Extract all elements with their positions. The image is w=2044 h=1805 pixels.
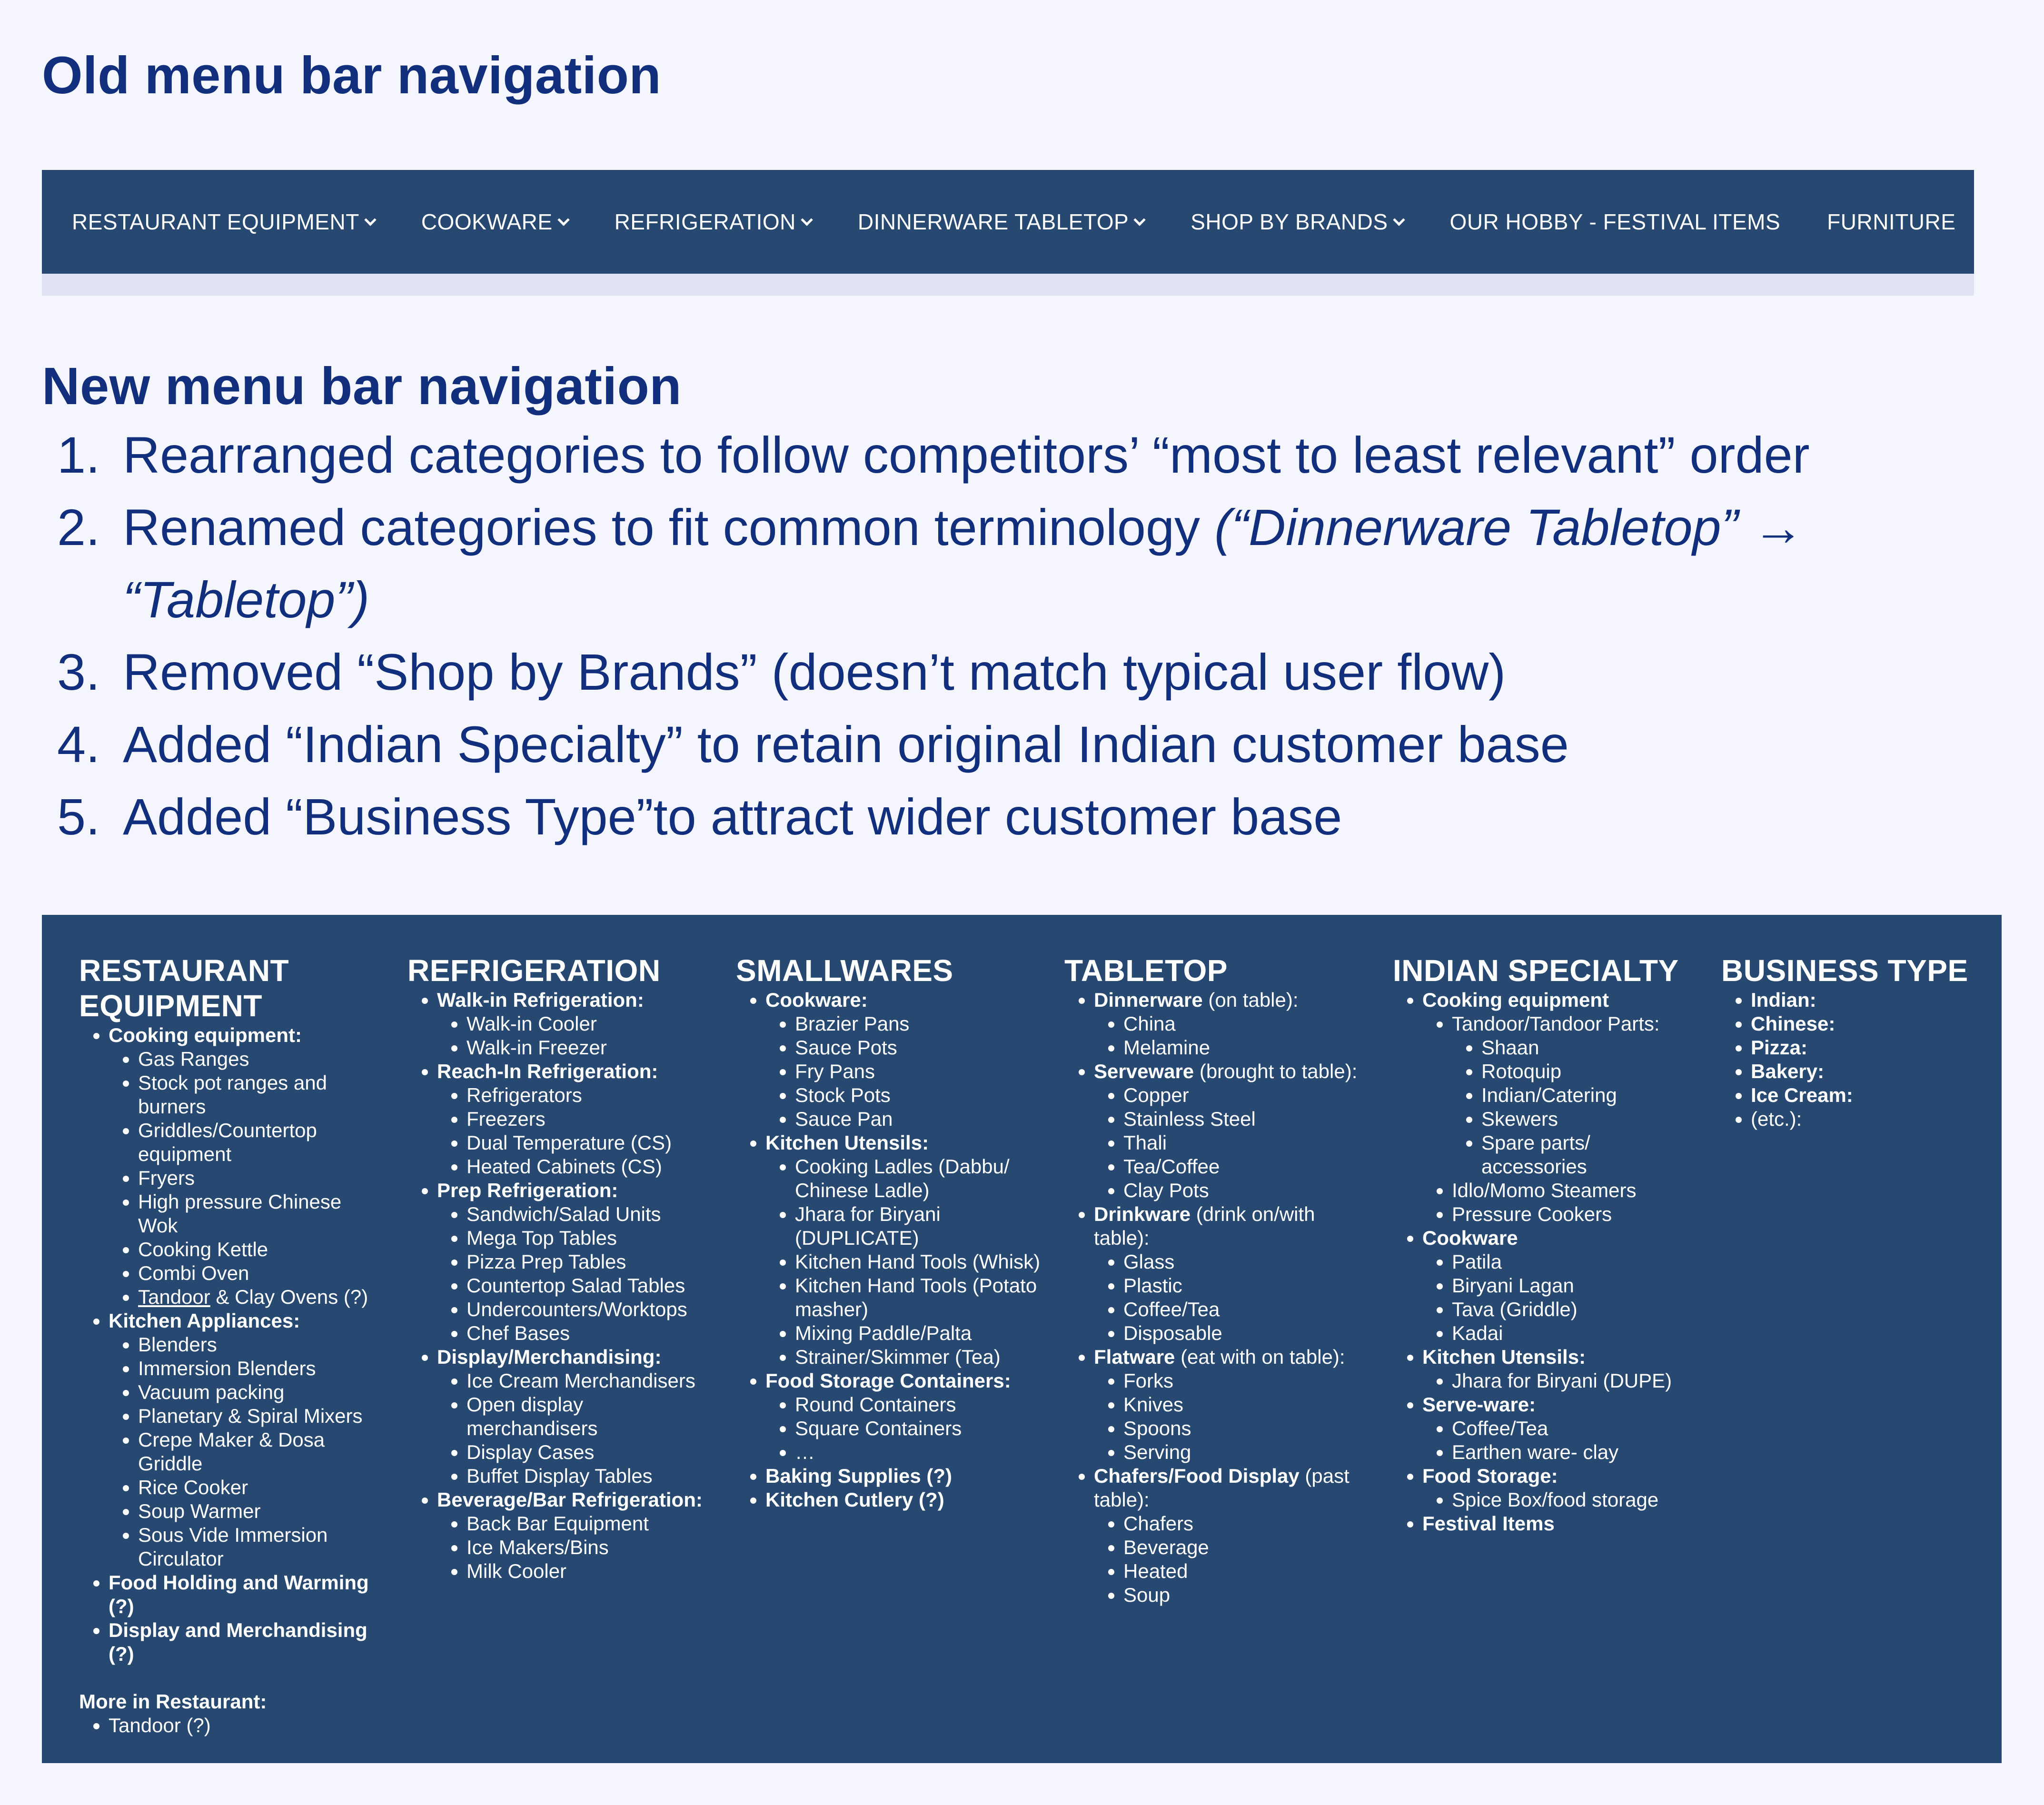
subcategory-item[interactable]: • Immersion Blenders — [138, 1357, 384, 1380]
category-note: (drink on/with table): — [1094, 1203, 1315, 1249]
change-list — [57, 419, 2009, 853]
subcategory-item[interactable]: • Ice Makers/Bins — [466, 1536, 712, 1559]
menu-column-restaurant-equipment — [79, 953, 384, 1737]
category-list — [79, 1023, 384, 1666]
change-number: 3. — [57, 643, 100, 701]
tandoor-link[interactable]: Tandoor — [138, 1286, 210, 1308]
category-item[interactable] — [765, 1131, 1041, 1369]
category-label: Kitchen Appliances: — [109, 1309, 300, 1332]
category-label: Dinnerware — [1094, 989, 1203, 1011]
change-text: Removed “Shop by Brands” (doesn’t match typical user flow) — [123, 643, 1506, 701]
old-nav-label: OUR HOBBY - FESTIVAL ITEMS — [1449, 209, 1781, 234]
category-label: Reach-In Refrigeration: — [437, 1060, 658, 1082]
subcategory-list — [109, 1333, 384, 1571]
subcategory-list — [437, 1202, 712, 1345]
old-nav-item[interactable] — [615, 209, 811, 235]
subcategory-item[interactable]: • Kitchen Hand Tools (Potato masher) — [795, 1274, 1041, 1321]
subcategory-item[interactable]: • Melamine — [1123, 1036, 1369, 1060]
category-label: Beverage/Bar Refrigeration: — [437, 1488, 703, 1511]
category-item[interactable] — [1094, 1202, 1369, 1345]
business-type-item[interactable] — [1751, 1060, 1988, 1083]
subcategory-item[interactable]: • Stock Pots — [795, 1083, 1041, 1107]
sub-subcategory-list — [1452, 1036, 1697, 1179]
old-nav-item[interactable] — [421, 209, 568, 235]
subcategory-item[interactable]: • Jhara for Biryani (DUPE) — [1452, 1369, 1697, 1393]
subcategory-item[interactable]: • Patila — [1452, 1250, 1697, 1274]
new-menu-panel — [42, 915, 2002, 1763]
subcategory-item[interactable]: • Gas Ranges — [138, 1047, 384, 1071]
old-nav-label: DINNERWARE TABLETOP — [857, 209, 1129, 234]
category-label: Baking Supplies (?) — [765, 1465, 953, 1487]
subcategory-item[interactable]: • Sous Vide Immersion Circulator — [138, 1523, 384, 1571]
subcategory-item[interactable]: • Sauce Pan — [795, 1107, 1041, 1131]
subcategory-item[interactable]: • Heated Cabinets (CS) — [466, 1155, 712, 1179]
subcategory-list — [1094, 1083, 1369, 1202]
category-label: Cookware — [1422, 1227, 1518, 1249]
subcategory-item[interactable]: • Mixing Paddle/Palta — [795, 1321, 1041, 1345]
category-label: Display/Merchandising: — [437, 1346, 662, 1368]
category-item[interactable] — [1094, 1464, 1369, 1607]
old-nav-label: SHOP BY BRANDS — [1191, 209, 1388, 234]
category-label: Flatware — [1094, 1346, 1175, 1368]
business-type-item[interactable] — [1751, 1036, 1988, 1060]
menu-column-refrigeration — [407, 953, 712, 1583]
subcategory-item[interactable]: • Coffee/Tea — [1452, 1417, 1697, 1440]
category-item[interactable] — [765, 1369, 1041, 1464]
subcategory-item[interactable]: • Walk-in Freezer — [466, 1036, 712, 1060]
category-note: (eat with on table): — [1175, 1346, 1345, 1368]
subcategory-item[interactable]: • Biryani Lagan — [1452, 1274, 1697, 1298]
subcategory-item[interactable] — [138, 1285, 384, 1309]
category-item[interactable] — [765, 1464, 1041, 1488]
category-item[interactable] — [437, 988, 712, 1060]
subcategory-item[interactable]: • Indian/Catering — [1481, 1083, 1697, 1107]
old-nav-item[interactable] — [1827, 209, 1955, 235]
old-nav-label: RESTAURANT EQUIPMENT — [72, 209, 359, 234]
category-item[interactable] — [765, 1488, 1041, 1512]
subcategory-item[interactable]: • Skewers — [1481, 1107, 1697, 1131]
subcategory-item[interactable]: • … — [795, 1440, 1041, 1464]
subcategory-list — [437, 1369, 712, 1488]
category-list — [1721, 988, 1988, 1131]
category-item[interactable] — [1422, 988, 1697, 1226]
subcategory-item[interactable]: • Jhara for Biryani (DUPLICATE) — [795, 1202, 1041, 1250]
subcategory-item[interactable]: • Freezers — [466, 1107, 712, 1131]
change-text: Added “Business Type”to attract wider customer base — [123, 788, 1342, 845]
category-label: Prep Refrigeration: — [437, 1179, 618, 1201]
business-type-label: Chinese: — [1751, 1012, 1836, 1035]
category-list — [736, 988, 1041, 1512]
category-item[interactable] — [109, 1571, 384, 1618]
change-text: Renamed categories to fit common terminology — [123, 498, 1215, 556]
old-nav-label: COOKWARE — [421, 209, 553, 234]
subcategory-item[interactable]: • Countertop Salad Tables — [466, 1274, 712, 1298]
subcategory-item[interactable]: • Coffee/Tea — [1123, 1298, 1369, 1321]
category-label: Food Holding and Warming (?) — [109, 1571, 369, 1617]
subcategory-list — [1422, 1488, 1697, 1512]
subcategory-item[interactable]: • Brazier Pans — [795, 1012, 1041, 1036]
subcategory-list — [1422, 1012, 1697, 1179]
category-list — [1393, 988, 1697, 1536]
change-item — [57, 708, 2009, 781]
subcategory-list — [765, 1012, 1041, 1131]
change-item — [57, 419, 2009, 491]
more-label: More in Restaurant: — [79, 1690, 267, 1713]
change-item — [57, 491, 2009, 636]
subcategory-item[interactable]: • Shaan — [1481, 1036, 1697, 1060]
category-item[interactable] — [1094, 988, 1369, 1060]
category-item[interactable] — [1094, 1060, 1369, 1202]
subcategory-item[interactable]: • Cooking Kettle — [138, 1238, 384, 1261]
subcategory-item[interactable]: • Mega Top Tables — [466, 1226, 712, 1250]
tandoor-rest: & Clay Ovens (?) — [210, 1286, 368, 1308]
subcategory-item[interactable]: • Ice Cream Merchandisers — [466, 1369, 712, 1393]
subcategory-list — [1094, 1012, 1369, 1060]
subcategory-item[interactable]: • Heated — [1123, 1559, 1369, 1583]
subcategory-item[interactable]: • Glass — [1123, 1250, 1369, 1274]
change-text-wrap — [123, 491, 2009, 636]
old-nav-label: FURNITURE — [1827, 209, 1956, 234]
subcategory-list — [1422, 1417, 1697, 1464]
menu-column-tabletop — [1064, 953, 1369, 1607]
column-heading[interactable]: TABLETOP — [1064, 953, 1228, 988]
change-text: Added “Indian Specialty” to retain original Indian customer base — [123, 715, 1569, 773]
category-item[interactable] — [1422, 1345, 1697, 1393]
business-type-item[interactable] — [1751, 988, 1988, 1012]
subcategory-item[interactable]: • Kitchen Hand Tools (Whisk) — [795, 1250, 1041, 1274]
subcategory-item[interactable]: • Pizza Prep Tables — [466, 1250, 712, 1274]
new-menu-title: New menu bar navigation — [42, 357, 682, 416]
category-label: Serveware — [1094, 1060, 1194, 1082]
category-label: Walk-in Refrigeration: — [437, 989, 644, 1011]
subcategory-item[interactable]: • Tea/Coffee — [1123, 1155, 1369, 1179]
subcategory-label: Tandoor/Tandoor Parts: — [1452, 1012, 1660, 1035]
subcategory-item[interactable]: • Vacuum packing — [138, 1380, 384, 1404]
subcategory-item[interactable]: • Undercounters/Worktops — [466, 1298, 712, 1321]
subcategory-item[interactable]: • Round Containers — [795, 1393, 1041, 1417]
subcategory-item[interactable]: • Idlo/Momo Steamers — [1452, 1179, 1697, 1202]
category-item[interactable] — [1422, 1464, 1697, 1512]
business-type-item[interactable] — [1751, 1012, 1988, 1036]
change-text: Rearranged categories to follow competitors’ “most to least relevant” order — [123, 426, 1810, 484]
subcategory-item[interactable]: • Rice Cooker — [138, 1476, 384, 1499]
old-nav-item[interactable] — [72, 209, 375, 235]
category-item[interactable] — [1422, 1512, 1697, 1536]
category-note: (on table): — [1202, 989, 1299, 1011]
subcategory-list — [1422, 1179, 1697, 1226]
category-label: Serve-ware: — [1422, 1393, 1536, 1416]
subcategory-item[interactable]: • Back Bar Equipment — [466, 1512, 712, 1536]
chevron-down-icon — [1133, 214, 1145, 226]
subcategory-list — [1094, 1512, 1369, 1607]
subcategory-item[interactable]: • Thali — [1123, 1131, 1369, 1155]
subcategory-item[interactable]: • Refrigerators — [466, 1083, 712, 1107]
subcategory-item[interactable] — [1452, 1012, 1697, 1179]
subcategory-item[interactable]: • Spice Box/food storage — [1452, 1488, 1697, 1512]
subcategory-item[interactable]: • Serving — [1123, 1440, 1369, 1464]
subcategory-item[interactable]: • Kadai — [1452, 1321, 1697, 1345]
change-number: 5. — [57, 788, 100, 845]
category-item[interactable] — [1422, 1226, 1697, 1345]
old-nav-bar — [42, 170, 1974, 274]
business-type-label: Bakery: — [1751, 1060, 1825, 1082]
business-type-label: Ice Cream: — [1751, 1084, 1853, 1106]
business-type-label: Pizza: — [1751, 1036, 1808, 1059]
subcategory-item[interactable]: • Plastic — [1123, 1274, 1369, 1298]
old-nav-label: REFRIGERATION — [614, 209, 796, 234]
old-nav-item[interactable] — [1191, 209, 1403, 235]
subcategory-list — [765, 1155, 1041, 1369]
subcategory-list — [109, 1047, 384, 1285]
category-label: Chafers/Food Display — [1094, 1465, 1300, 1487]
category-item[interactable] — [1422, 1393, 1697, 1464]
category-item[interactable] — [1094, 1345, 1369, 1464]
subcategory-item[interactable]: • Copper — [1123, 1083, 1369, 1107]
column-heading[interactable]: BUSINESS TYPE — [1721, 953, 1968, 988]
subcategory-item[interactable]: • Soup — [1123, 1583, 1369, 1607]
change-example: (“Dinnerware Tabletop” → “Tabletop”) — [123, 498, 1804, 628]
old-nav-item[interactable] — [858, 209, 1144, 235]
subcategory-item[interactable]: • Soup Warmer — [138, 1499, 384, 1523]
menu-column-indian-specialty — [1393, 953, 1697, 1536]
category-label: Festival Items — [1422, 1512, 1555, 1535]
subcategory-item[interactable]: • Walk-in Cooler — [466, 1012, 712, 1036]
subcategory-list — [1094, 1250, 1369, 1345]
change-item — [57, 636, 2009, 708]
subcategory-list — [437, 1083, 712, 1179]
subcategory-item[interactable]: • Sauce Pots — [795, 1036, 1041, 1060]
subcategory-list-extra — [109, 1285, 384, 1309]
subcategory-item[interactable]: • Beverage — [1123, 1536, 1369, 1559]
subcategory-list — [1422, 1369, 1697, 1393]
subcategory-item[interactable]: • Stock pot ranges and burners — [138, 1071, 384, 1119]
subcategory-list — [765, 1393, 1041, 1464]
category-item[interactable] — [437, 1179, 712, 1345]
change-item — [57, 781, 2009, 853]
subcategory-item[interactable]: • Chef Bases — [466, 1321, 712, 1345]
subcategory-item[interactable]: • Crepe Maker & Dosa Griddle — [138, 1428, 384, 1476]
menu-column-business-type — [1721, 953, 1988, 1131]
change-number: 2. — [57, 498, 100, 556]
subcategory-item[interactable]: • Open display merchandisers — [466, 1393, 712, 1440]
old-nav-underbar — [42, 274, 1974, 296]
category-label: Cookware: — [765, 989, 868, 1011]
subcategory-item[interactable]: • Pressure Cookers — [1452, 1202, 1697, 1226]
category-note: (past table): — [1094, 1465, 1349, 1511]
subcategory-item[interactable]: • Combi Oven — [138, 1261, 384, 1285]
subcategory-list — [437, 1512, 712, 1583]
column-heading[interactable]: RESTAURANT EQUIPMENT — [79, 953, 289, 1023]
category-list — [407, 988, 712, 1583]
subcategory-item[interactable]: • Square Containers — [795, 1417, 1041, 1440]
subcategory-list — [1422, 1250, 1697, 1345]
category-label: Display and Merchandising (?) — [109, 1619, 367, 1665]
subcategory-item[interactable]: • Griddles/Countertop equipment — [138, 1119, 384, 1166]
subcategory-item[interactable]: • Buffet Display Tables — [466, 1464, 712, 1488]
subcategory-item[interactable]: • Sandwich/Salad Units — [466, 1202, 712, 1226]
category-item[interactable] — [109, 1618, 384, 1666]
business-type-item[interactable]: • (etc.): — [1751, 1107, 1988, 1131]
category-item[interactable] — [765, 988, 1041, 1131]
subcategory-item[interactable]: • Stainless Steel — [1123, 1107, 1369, 1131]
column-heading[interactable]: SMALLWARES — [736, 953, 953, 988]
category-label: Kitchen Utensils: — [765, 1131, 929, 1154]
subcategory-item[interactable]: • Dual Temperature (CS) — [466, 1131, 712, 1155]
category-item[interactable] — [437, 1488, 712, 1583]
menu-column-smallwares — [736, 953, 1041, 1512]
subcategory-item[interactable]: • Blenders — [138, 1333, 384, 1357]
subcategory-item[interactable]: • Tava (Griddle) — [1452, 1298, 1697, 1321]
more-list — [79, 1714, 384, 1737]
subcategory-item[interactable]: • Display Cases — [466, 1440, 712, 1464]
subcategory-item[interactable]: • High pressure Chinese Wok — [138, 1190, 384, 1238]
category-label: Cooking equipment — [1422, 989, 1609, 1011]
subcategory-item[interactable]: • Spoons — [1123, 1417, 1369, 1440]
subcategory-item[interactable]: • Planetary & Spiral Mixers — [138, 1404, 384, 1428]
business-type-label: Indian: — [1751, 989, 1816, 1011]
category-item[interactable] — [437, 1345, 712, 1488]
subcategory-item[interactable]: • Clay Pots — [1123, 1179, 1369, 1202]
chevron-down-icon — [801, 214, 813, 226]
subcategory-item[interactable]: • China — [1123, 1012, 1369, 1036]
chevron-down-icon — [557, 214, 569, 226]
category-label: Cooking equipment: — [109, 1024, 302, 1046]
subcategory-item[interactable]: • Knives — [1123, 1393, 1369, 1417]
subcategory-item[interactable]: • Earthen ware- clay — [1452, 1440, 1697, 1464]
category-note: (brought to table): — [1194, 1060, 1358, 1082]
subcategory-item[interactable]: • Rotoquip — [1481, 1060, 1697, 1083]
subcategory-item[interactable]: • Disposable — [1123, 1321, 1369, 1345]
subcategory-item[interactable]: • Tandoor (?) — [109, 1714, 384, 1737]
change-number: 4. — [57, 715, 100, 773]
old-nav-item[interactable] — [1450, 209, 1781, 235]
subcategory-item[interactable]: • Milk Cooler — [466, 1559, 712, 1583]
category-label: Food Storage Containers: — [765, 1369, 1011, 1392]
chevron-down-icon — [1393, 214, 1405, 226]
category-item[interactable] — [109, 1309, 384, 1571]
category-label: Kitchen Utensils: — [1422, 1346, 1586, 1368]
category-label: Drinkware — [1094, 1203, 1191, 1225]
subcategory-item[interactable]: • Fryers — [138, 1166, 384, 1190]
category-label: Kitchen Cutlery (?) — [765, 1488, 944, 1511]
category-item[interactable] — [437, 1060, 712, 1179]
subcategory-item[interactable]: • Chafers — [1123, 1512, 1369, 1536]
change-number: 1. — [57, 426, 100, 484]
category-item[interactable] — [109, 1023, 384, 1309]
subcategory-list — [437, 1012, 712, 1060]
subcategory-item[interactable]: • Fry Pans — [795, 1060, 1041, 1083]
column-heading[interactable]: INDIAN SPECIALTY — [1393, 953, 1679, 988]
subcategory-item[interactable]: • Spare parts/ accessories — [1481, 1131, 1697, 1179]
subcategory-item[interactable]: • Forks — [1123, 1369, 1369, 1393]
column-heading[interactable]: REFRIGERATION — [407, 953, 661, 988]
subcategory-item[interactable]: • Strainer/Skimmer (Tea) — [795, 1345, 1041, 1369]
business-type-item[interactable] — [1751, 1083, 1988, 1107]
old-menu-title: Old menu bar navigation — [42, 46, 662, 105]
subcategory-item[interactable]: • Cooking Ladles (Dabbu/ Chinese Ladle) — [795, 1155, 1041, 1202]
subcategory-list — [1094, 1369, 1369, 1464]
chevron-down-icon — [364, 214, 376, 226]
category-label: Food Storage: — [1422, 1465, 1558, 1487]
category-list — [1064, 988, 1369, 1607]
